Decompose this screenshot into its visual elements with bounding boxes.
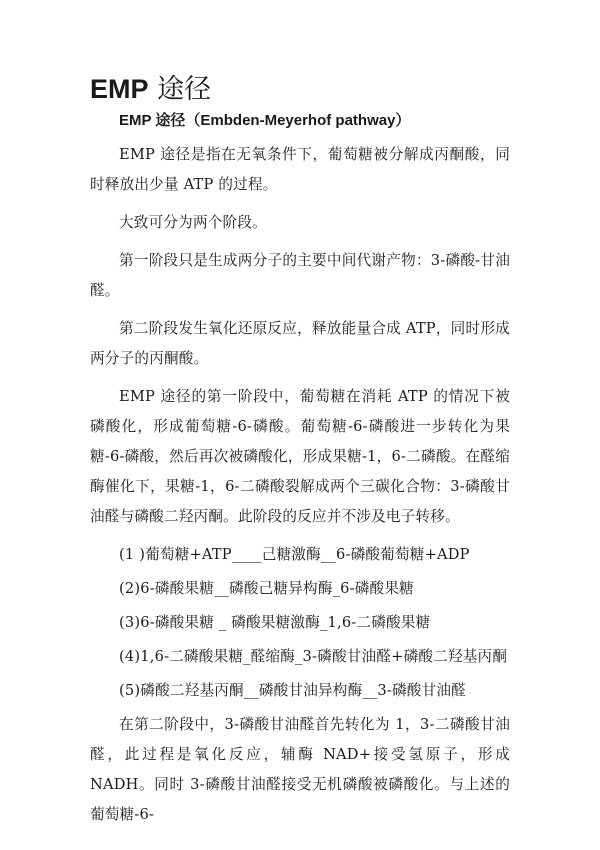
document-body: [90, 140, 510, 838]
reaction-item: (3)6-磷酸果糖 _ 磷酸果糖激酶_1,6-二磷酸果糖: [119, 614, 431, 631]
paragraph-stage-one-detail: EMP 途径的第一阶段中，葡萄糖在消耗 ATP 的情况下被磷酸化，形成葡萄糖-6-磷酸。葡萄糖-6-磷酸进一步转化为果糖-6-磷酸，然后再次被磷酸化，形成果糖-1，6-二磷酸。在醛缩酶催化下，果糖-1，6-二磷酸裂解成两个三碳化合物：3-磷酸甘油醛与磷酸二羟丙酮。此阶段的反应并不涉及电子转移。: [90, 388, 510, 525]
subtitle: EMP 途径（Embden-Meyerhof pathway）: [119, 112, 411, 129]
reaction-item: (1 )葡萄糖+ATP____己糖激酶__6-磷酸葡萄糖+ADP: [119, 546, 470, 563]
paragraph-stage-one: 第一阶段只是生成两分子的主要中间代谢产物：3-磷酸-甘油醛。: [90, 252, 510, 299]
paragraph-stage-two: 第二阶段发生氧化还原反应，释放能量合成 ATP，同时形成两分子的丙酮酸。: [90, 320, 510, 367]
reaction-item: (2)6-磷酸果糖__磷酸己糖异构酶_6-磷酸果糖: [119, 580, 414, 597]
paragraph-stage-two-detail: 在第二阶段中，3-磷酸甘油醛首先转化为 1，3-二磷酸甘油醛，此过程是氧化反应，辅酶 NAD+接受氢原子，形成 NADH。同时 3-磷酸甘油醛接受无机磷酸被磷酸化。与上述的葡萄糖-6-: [90, 716, 510, 823]
reaction-item: (5)磷酸二羟基丙酮__磷酸甘油异构酶__3-磷酸甘油醛: [119, 682, 466, 699]
page-title: EMP 途径: [90, 74, 212, 105]
reaction-item: (4)1,6-二磷酸果糖_醛缩酶_3-磷酸甘油醛+磷酸二羟基丙酮: [119, 648, 508, 665]
paragraph-stages: 大致可分为两个阶段。: [119, 214, 267, 231]
paragraph-definition: EMP 途径是指在无氧条件下，葡萄糖被分解成丙酮酸，同时释放出少量 ATP 的过程。: [90, 146, 510, 193]
